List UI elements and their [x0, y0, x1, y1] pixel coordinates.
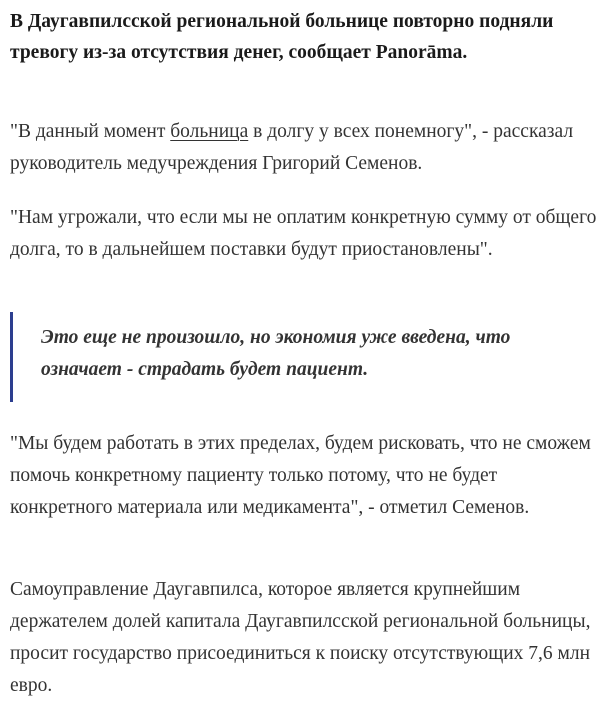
paragraph-1-text-after: в долгу у всех понемногу", - рассказал руководитель медучреждения Григорий Семенов. — [10, 121, 574, 174]
article-lead: В Даугавпилсской региональной больнице повторно подняли тревогу из-за отсутствия денег, сообщает Panorāma. — [10, 11, 554, 63]
paragraph-3: "Мы будем работать в этих пределах, будем рисковать, что не сможем помочь конкретному пациенту только потому, что не будет конкретного материала или медикамента", - отметил Семенов. — [10, 433, 591, 518]
paragraph-1 — [10, 116, 602, 180]
hospital-link[interactable]: больница — [170, 121, 249, 142]
paragraph-1-text-before: "В данный момент — [10, 121, 171, 142]
blockquote-bar — [10, 312, 13, 402]
paragraph-4: Самоуправление Даугавпилса, которое является крупнейшим держателем долей капитала Даугавпилсской региональной больницы, просит государство присоединиться к поиску отсутствующих 7,6 млн евро. — [10, 579, 591, 696]
blockquote-text: Это еще не произошло, но экономия уже введена, что означает - страдать будет пациент. — [41, 327, 511, 380]
paragraph-2: "Нам угрожали, что если мы не оплатим конкретную сумму от общего долга, то в дальнейшем поставки будут приостановлены". — [10, 207, 597, 260]
blockquote — [10, 312, 602, 402]
article-body — [10, 0, 602, 696]
